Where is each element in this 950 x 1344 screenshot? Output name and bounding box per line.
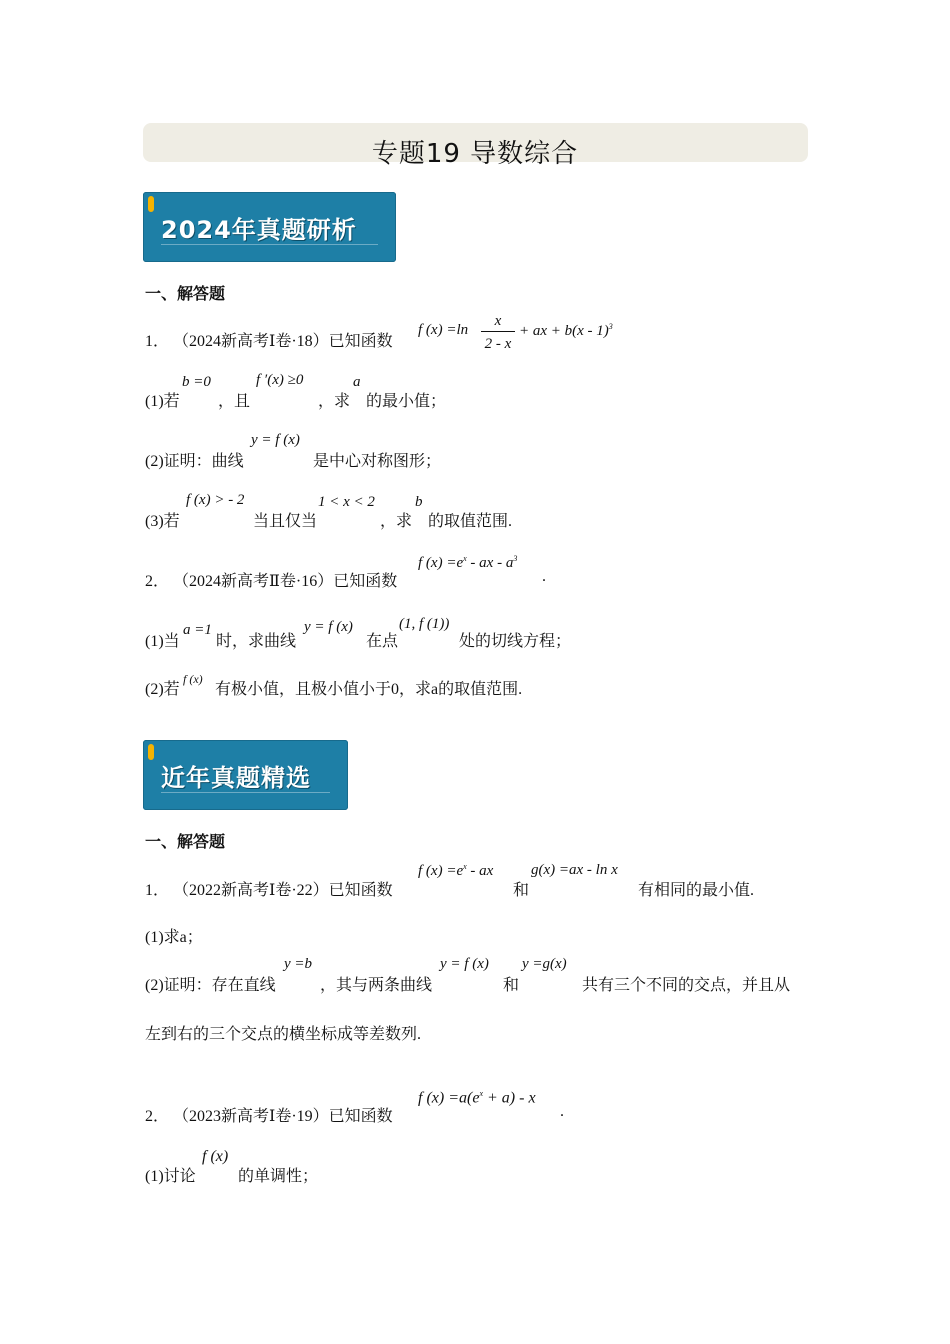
text: 的取值范围. bbox=[428, 513, 513, 530]
page-title: 专题19 导数综合 bbox=[371, 139, 579, 169]
banner-underline bbox=[161, 792, 330, 793]
text: 时，求曲线 bbox=[216, 633, 297, 650]
formula-f: f $(x) =e^x$ - ax - $a^3$ bbox=[418, 554, 518, 571]
math-curve: y = f (x) bbox=[304, 619, 353, 635]
text: . bbox=[542, 568, 546, 585]
text: 有相同的最小值. bbox=[638, 882, 755, 899]
section-banner-recent bbox=[143, 740, 348, 810]
problem-2-2023-header: 2． （2023新高考Ⅰ卷·19）已知函数 bbox=[145, 1108, 393, 1125]
math-f: f (x) bbox=[202, 1148, 229, 1165]
text: 的最小值； bbox=[366, 393, 447, 410]
math-range: 1 < x < 2 bbox=[318, 494, 375, 510]
text: . bbox=[560, 1103, 564, 1120]
formula-f: f (x) =ln bbox=[418, 322, 469, 338]
text: 共有三个不同的交点，并且从 bbox=[582, 977, 791, 994]
problem-3-part-1: (1)求a； bbox=[145, 929, 203, 946]
formula-f: f $(x) =a(e^x + a) - x$ bbox=[418, 1089, 536, 1107]
text: ，且 bbox=[218, 393, 251, 410]
banner-underline bbox=[161, 244, 378, 245]
problem-1-2022-header: 1． （2022新高考Ⅰ卷·22）已知函数 bbox=[145, 882, 393, 899]
math-line: y =b bbox=[284, 956, 313, 972]
text: 在点 bbox=[366, 633, 399, 650]
math-a: a bbox=[353, 374, 361, 390]
text: 和 bbox=[513, 882, 530, 899]
fraction-denominator: 2 - x bbox=[484, 336, 512, 352]
problem-source: （2024新高考Ⅰ卷·18）已知函数 bbox=[173, 333, 393, 350]
problem-number: 1． bbox=[145, 333, 170, 350]
text: 处的切线方程； bbox=[459, 633, 572, 650]
text: 左到右的三个交点的横坐标成等差数列. bbox=[145, 1026, 422, 1043]
formula-f: f $(x) =e^x$ - ax bbox=[418, 862, 494, 879]
problem-2-part-2: (2)若 bbox=[145, 681, 180, 698]
text: ，其与两条曲线 bbox=[320, 977, 433, 994]
problem-4-part-1: (1)讨论 bbox=[145, 1168, 196, 1185]
formula-f-rest: + ax + b(x - 1)$^3$ bbox=[519, 322, 613, 339]
math-b-zero: b =0 bbox=[182, 374, 211, 390]
banner-text: 近年真题精选 bbox=[161, 764, 311, 792]
math-curve: y = f (x) bbox=[251, 432, 300, 448]
math-curve-g: y =g(x) bbox=[522, 956, 567, 972]
problem-2-2024-header: 2． （2024新高考Ⅱ卷·16）已知函数 bbox=[145, 573, 398, 590]
section-banner-2024 bbox=[143, 192, 396, 262]
text: 和 bbox=[503, 977, 520, 994]
section-label: 一、解答题 bbox=[145, 284, 226, 303]
math-point: (1, f (1)) bbox=[399, 616, 450, 632]
math-curve-f: y = f (x) bbox=[440, 956, 489, 972]
text: 当且仅当 bbox=[253, 513, 318, 530]
text: ，求 bbox=[318, 393, 351, 410]
problem-1-part-1: (1)若 bbox=[145, 393, 180, 410]
problem-3-part-2: (2)证明：存在直线 bbox=[145, 977, 276, 994]
math-f: f (x) bbox=[183, 672, 203, 686]
math-inequality: f (x) > - 2 bbox=[186, 492, 245, 508]
math-a-one: a =1 bbox=[183, 622, 212, 638]
banner-marker-icon bbox=[148, 196, 154, 212]
text: ，求 bbox=[380, 513, 413, 530]
text: 有极小值，且极小值小于0，求a的取值范围. bbox=[215, 681, 523, 698]
problem-1-2024-header bbox=[145, 328, 393, 351]
math-b: b bbox=[415, 494, 423, 510]
text: 的单调性； bbox=[238, 1168, 319, 1185]
problem-1-part-3: (3)若 bbox=[145, 513, 180, 530]
math-derivative: f ′(x) ≥0 bbox=[256, 372, 304, 388]
fraction-numerator: x bbox=[481, 312, 515, 332]
section-label: 一、解答题 bbox=[145, 832, 226, 851]
formula-g: g(x) =ax - ln x bbox=[531, 862, 618, 878]
text: 是中心对称图形； bbox=[313, 453, 442, 470]
banner-text: 2024年真题研析 bbox=[161, 216, 357, 244]
banner-marker-icon bbox=[148, 744, 154, 760]
problem-2-part-1: (1)当 bbox=[145, 633, 180, 650]
problem-1-part-2: (2)证明：曲线 bbox=[145, 453, 244, 470]
